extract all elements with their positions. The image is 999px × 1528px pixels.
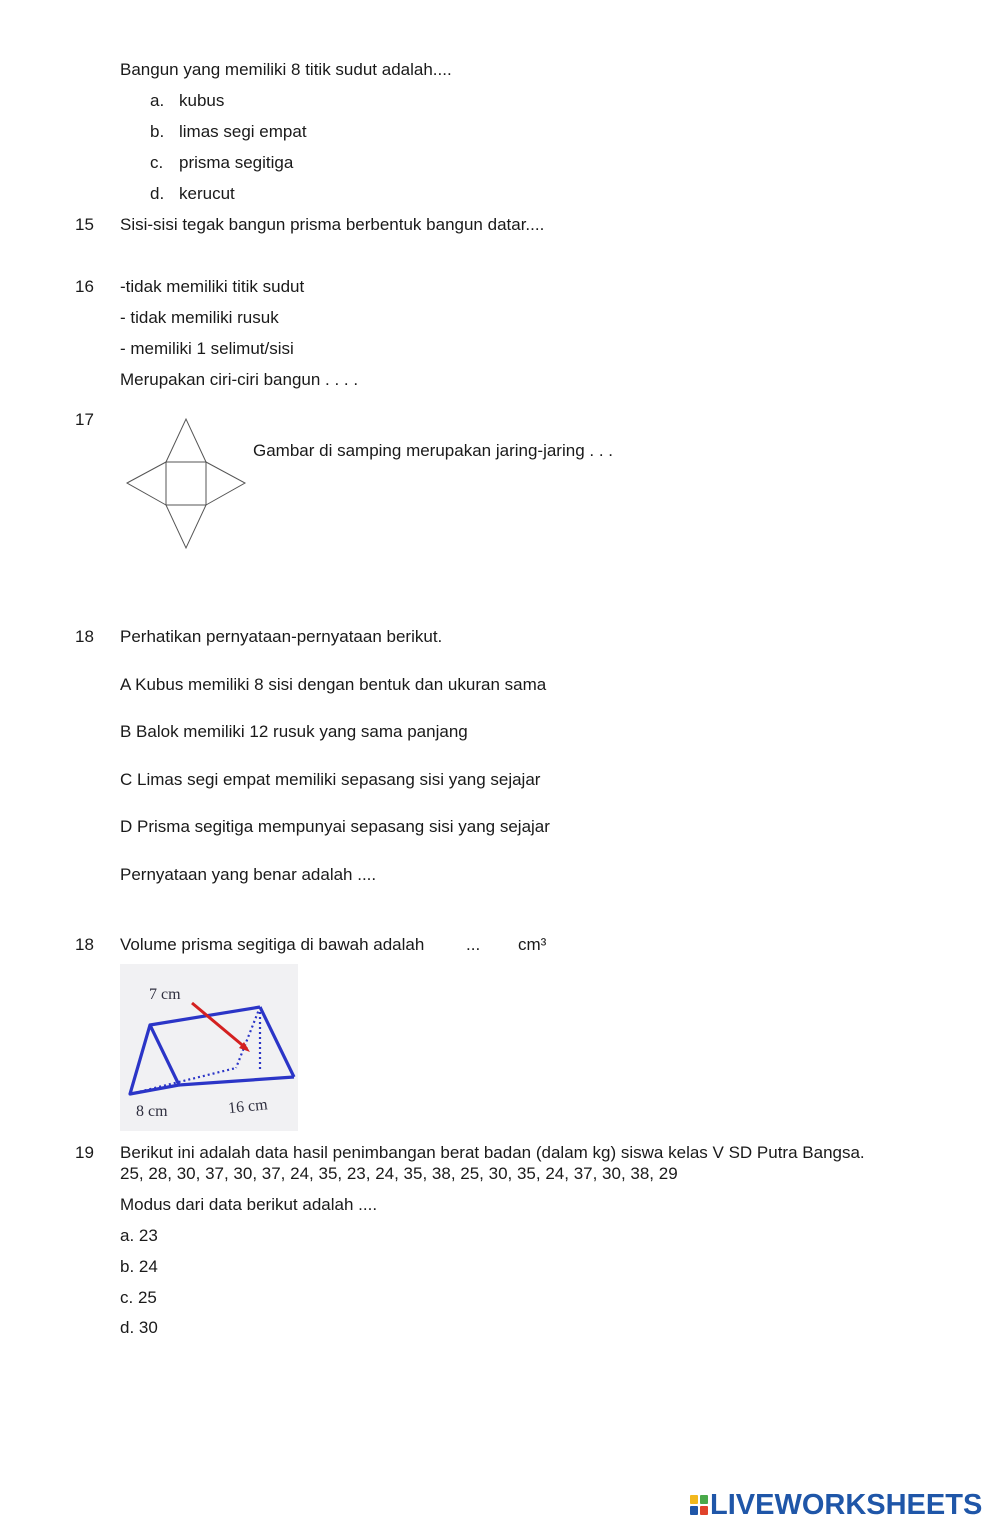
- q18a-statement-d: D Prisma segitiga mempunyai sepasang sisi yang sejajar: [120, 817, 550, 836]
- net-triangle-left: [127, 462, 166, 505]
- triangular-prism-figure: [120, 964, 298, 1131]
- q14-option-b: limas segi empat: [179, 122, 307, 141]
- q16-question: Merupakan ciri-ciri bangun . . . .: [120, 370, 359, 389]
- q15-number: 15: [75, 215, 94, 234]
- pyramid-net-figure: [120, 415, 250, 553]
- q16-number: 16: [75, 277, 94, 296]
- q16-line-3: - memiliki 1 selimut/sisi: [120, 339, 294, 358]
- q18b-blank: ...: [466, 935, 481, 954]
- q16-line-2: - tidak memiliki rusuk: [120, 308, 279, 327]
- q19-intro: Berikut ini adalah data hasil penimbangan berat badan (dalam kg) siswa kelas V SD Putra Bangsa.: [120, 1143, 865, 1162]
- q19-option-a: a. 23: [120, 1226, 158, 1245]
- net-square-base: [166, 462, 206, 505]
- q15-question: Sisi-sisi tegak bangun prisma berbentuk bangun datar....: [120, 215, 545, 234]
- q19-question: Modus dari data berikut adalah ....: [120, 1195, 378, 1214]
- q18b-question: Volume prisma segitiga di bawah adalah: [120, 935, 425, 954]
- net-triangle-right: [206, 462, 245, 505]
- q18a-statement-c: C Limas segi empat memiliki sepasang sisi yang sejajar: [120, 770, 541, 789]
- q14-option-c: prisma segitiga: [179, 153, 294, 172]
- q18b-unit: cm³: [518, 935, 547, 954]
- q14-option-d-letter: d.: [150, 184, 165, 203]
- q14-option-b-letter: b.: [150, 122, 165, 141]
- q18a-question: Pernyataan yang benar adalah ....: [120, 865, 377, 884]
- prism-length-label: 16 cm: [227, 1096, 269, 1118]
- q18a-intro: Perhatikan pernyataan-pernyataan berikut.: [120, 627, 443, 646]
- q16-line-1: -tidak memiliki titik sudut: [120, 277, 305, 296]
- q19-option-b: b. 24: [120, 1257, 158, 1276]
- q18b-number: 18: [75, 935, 94, 954]
- q18a-statement-b: B Balok memiliki 12 rusuk yang sama panjang: [120, 722, 468, 741]
- q14-option-d: kerucut: [179, 184, 235, 203]
- q14-question: Bangun yang memiliki 8 titik sudut adalah....: [120, 60, 452, 79]
- q19-option-c: c. 25: [120, 1288, 157, 1307]
- q19-data: 25, 28, 30, 37, 30, 37, 24, 35, 23, 24, 35, 38, 25, 30, 35, 24, 37, 30, 38, 29: [120, 1164, 678, 1183]
- q14-option-a: kubus: [179, 91, 225, 110]
- net-triangle-bottom: [166, 505, 206, 548]
- net-triangle-top: [166, 419, 206, 462]
- q17-question: Gambar di samping merupakan jaring-jaring . . .: [253, 441, 613, 460]
- prism-height-label: 7 cm: [149, 986, 181, 1003]
- q18a-number: 18: [75, 627, 94, 646]
- q14-option-a-letter: a.: [150, 91, 165, 110]
- liveworksheets-logo-icon: [690, 1495, 708, 1515]
- liveworksheets-logo[interactable]: [690, 1490, 990, 1520]
- q18a-statement-a: A Kubus memiliki 8 sisi dengan bentuk dan ukuran sama: [120, 675, 547, 694]
- q14-option-c-letter: c.: [150, 153, 164, 172]
- prism-base-label: 8 cm: [136, 1103, 168, 1120]
- q19-number: 19: [75, 1143, 94, 1162]
- q19-option-d: d. 30: [120, 1318, 158, 1337]
- q17-number: 17: [75, 410, 94, 429]
- liveworksheets-brand-text: LIVEWORKSHEETS: [710, 1489, 983, 1521]
